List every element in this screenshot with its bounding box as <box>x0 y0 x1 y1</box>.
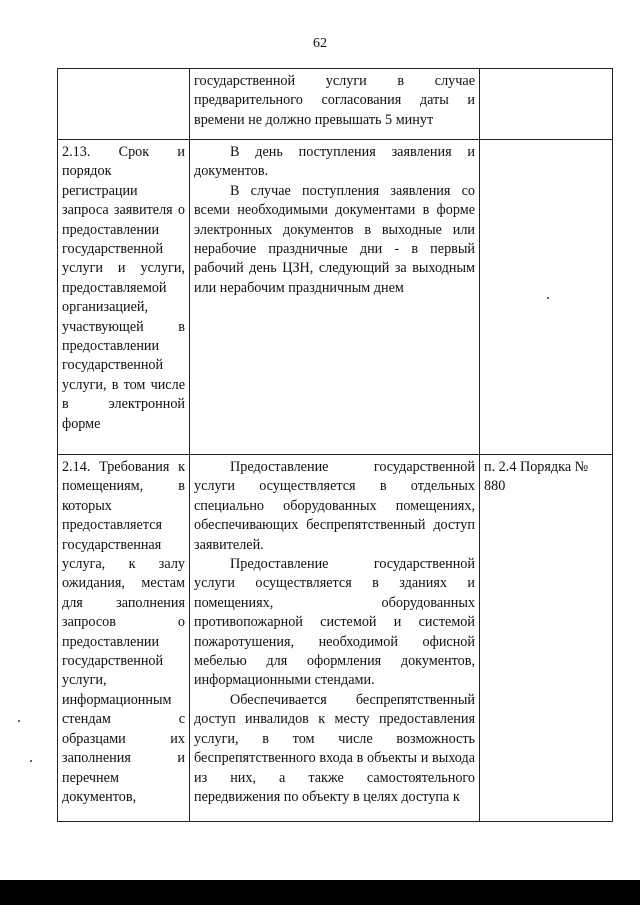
table-row <box>58 455 613 822</box>
reference-text: п. 2.4 Порядка № 880 <box>484 459 589 495</box>
cell-reference <box>480 140 613 455</box>
table-row <box>58 140 613 455</box>
cell-content <box>190 140 480 455</box>
section-text: 2.14. Требования к помещениям, в которых предоставляется государственная услуга, к залу ожидания, местам для заполнения запросов о предоставлении государственной услуги, информационным стендам с образцами их заполнения и перечнем документов, <box>62 459 185 805</box>
page-number: 62 <box>313 36 327 51</box>
cell-section <box>58 455 190 822</box>
scan-edge-bar <box>0 880 640 905</box>
cell-content <box>190 69 480 140</box>
section-text: 2.13. Срок и порядок регистрации запроса заявителя о предоставлении государственной услуги и услуги, предоставляемой организацией, участвующей в предоставлении государственной услуги, в том числе в электронной форме <box>62 144 185 432</box>
cell-reference <box>480 455 613 822</box>
content-paragraph: В случае поступления заявления со всеми необходимыми документами в форме электронных документов в выходные или нерабочие праздничные дни - в первый рабочий день ЦЗН, следующий за выходным или нерабочим праздничным днем <box>194 182 475 296</box>
cell-section <box>58 69 190 140</box>
content-paragraph: Обеспечивается беспрепятственный доступ инвалидов к месту предоставления услуги, в том числе возможность беспрепятственного входа в объекты и выхода из них, а также самостоятельного передвижения по объекту в целях доступа к <box>194 691 475 805</box>
cell-reference <box>480 69 613 140</box>
content-paragraph: Предоставление государственной услуги осуществляется в отдельных специально оборудованных помещениях, обеспечивающих беспрепятственный доступ заявителей. <box>194 459 475 553</box>
scan-speck <box>547 297 549 299</box>
requirements-table <box>57 68 613 822</box>
scan-speck <box>18 720 20 722</box>
content-paragraph: Предоставление государственной услуги осуществляется в зданиях и помещениях, оборудованных противопожарной системой и системой пожаротушения, необходимой офисной мебелью для оформления документов, информационными стендами. <box>194 556 475 689</box>
cell-section <box>58 140 190 455</box>
scan-speck <box>30 760 32 762</box>
cell-content <box>190 455 480 822</box>
table-row <box>58 69 613 140</box>
content-paragraph: государственной услуги в случае предварительного согласования даты и времени не должно превышать 5 минут <box>194 73 475 128</box>
content-paragraph: В день поступления заявления и документов. <box>194 144 475 180</box>
